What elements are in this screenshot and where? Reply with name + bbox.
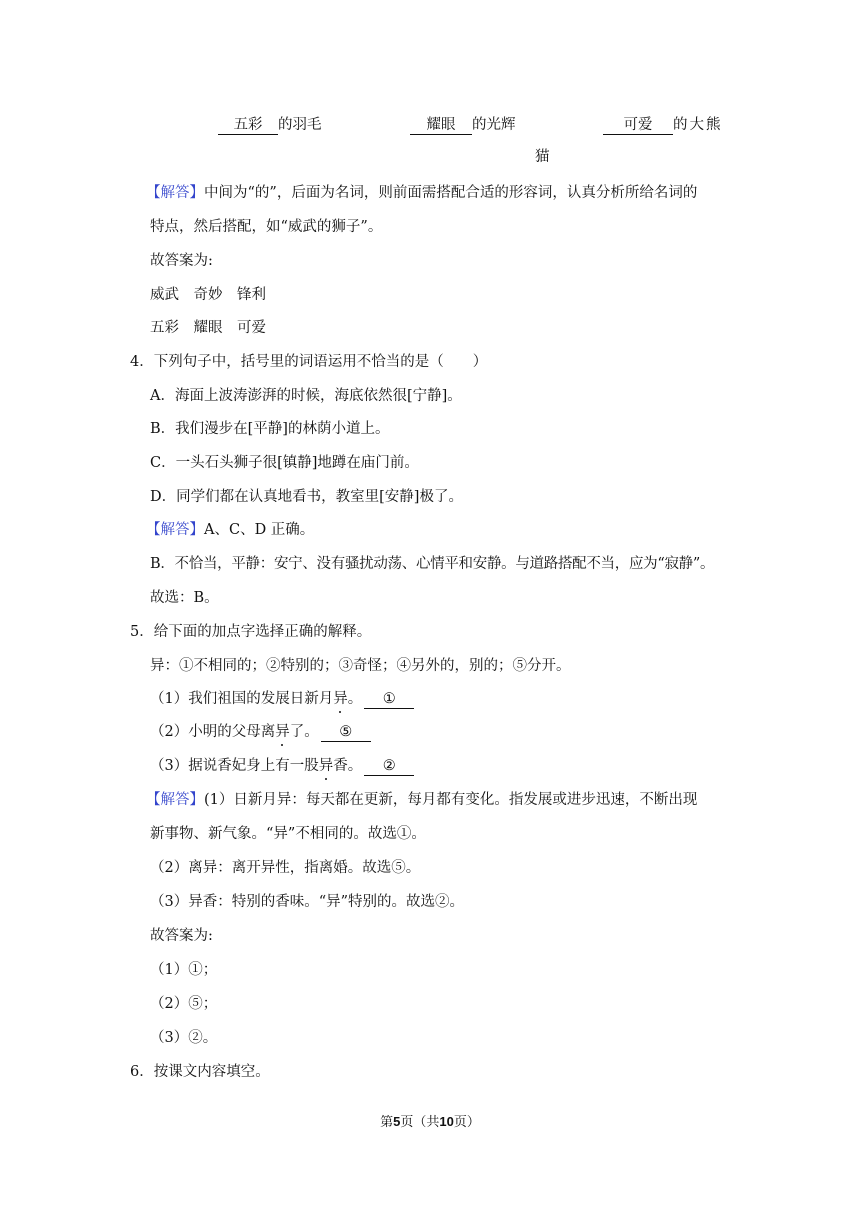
- solution-text: (1）日新月异：每天都在更新，每月都有变化。指发展或进步迅速，不断出现: [204, 792, 698, 808]
- q4-option-b: B．我们漫步在[平静]的林荫小道上。: [150, 421, 390, 437]
- answer-blank: ①: [364, 690, 414, 709]
- page-number: 5: [393, 1114, 401, 1129]
- solution-tag: 【解答】: [146, 792, 204, 808]
- q4-choice: 故选：B。: [150, 590, 219, 606]
- q4-option-d: D．同学们都在认真地看书，教室里[安静]极了。: [150, 489, 463, 505]
- q5-solution-line: [146, 790, 697, 810]
- q5-meanings: 异：①不相同的；②特别的；③奇怪；④另外的，别的；⑤分开。: [150, 658, 571, 674]
- q3-answer-row-1: 威武 奇妙 锋利: [150, 287, 266, 303]
- q5-solution-line-2: 新事物、新气象。“异”不相同的。故选①。: [150, 826, 426, 842]
- q4-option-c: C．一头石头狮子很[镇静]地蹲在庙门前。: [150, 455, 419, 471]
- noun-text: 的光辉: [472, 117, 516, 133]
- noun-text: 的大熊: [673, 117, 723, 133]
- solution-text: 中间为“的”，后面为名词，则前面需搭配合适的形容词，认真分析所给名词的: [204, 185, 698, 201]
- q5-answer-3: （3）②。: [150, 1030, 218, 1046]
- q5-answer-intro: 故答案为:: [150, 928, 213, 944]
- footer-mid: 页（共: [400, 1115, 440, 1130]
- q5-solution-line-3: （2）离异：离开异性，指离婚。故选⑤。: [150, 860, 421, 876]
- q5-solution-line-4: （3）异香：特别的香味。“异”特别的。故选②。: [150, 894, 465, 910]
- dotted-char: 异: [275, 724, 290, 740]
- item-sentence-end: 。: [347, 691, 363, 707]
- item-sentence-end: 了。: [289, 724, 319, 740]
- solution-tag: 【解答】: [146, 522, 204, 538]
- q5-item-2: [150, 722, 371, 742]
- noun-text: 的羽毛: [278, 117, 322, 133]
- item-number: （2）: [150, 724, 189, 740]
- page-footer: [0, 1111, 860, 1130]
- item-sentence: 据说香妃身上有一股: [188, 758, 319, 774]
- answer-blank: ⑤: [321, 723, 371, 742]
- q3-solution-line-2: 特点，然后搭配，如“威武的狮子”。: [150, 219, 383, 235]
- q5-stem: 5．给下面的加点字选择正确的解释。: [130, 624, 372, 640]
- answer-blank: 五彩: [218, 116, 278, 135]
- q3-fill-row: [603, 115, 723, 135]
- solution-text: A、C、D 正确。: [204, 522, 315, 538]
- q4-stem: 4．下列句子中，括号里的词语运用不恰当的是（ ）: [130, 354, 488, 370]
- dotted-char: 异: [333, 691, 348, 707]
- q3-answer-intro: 故答案为:: [150, 253, 213, 269]
- q3-answer-row-2: 五彩 耀眼 可爱: [150, 320, 266, 336]
- item-number: （1）: [150, 691, 189, 707]
- answer-blank: 耀眼: [410, 116, 472, 135]
- answer-blank: 可爱: [603, 116, 673, 135]
- q3-fill-row: [410, 115, 516, 135]
- q5-answer-2: （2）⑤；: [150, 996, 218, 1012]
- item-sentence: 我们祖国的发展日新月: [188, 691, 334, 707]
- q3-fill-row: [218, 115, 322, 135]
- solution-tag: 【解答】: [146, 185, 204, 201]
- q4-option-a: A．海面上波涛澎湃的时候，海底依然很[宁静]。: [150, 388, 462, 404]
- item-number: （3）: [150, 758, 189, 774]
- item-sentence-end: 香。: [333, 758, 363, 774]
- q3-solution-line: [146, 183, 697, 203]
- q5-item-1: [150, 689, 414, 709]
- answer-blank: ②: [364, 757, 414, 776]
- footer-suffix: 页）: [453, 1115, 480, 1130]
- q3-wrap-text: 猫: [535, 149, 550, 165]
- dotted-char: 异: [318, 758, 334, 774]
- item-sentence: 小明的父母离: [188, 724, 276, 740]
- q4-solution-line: [146, 520, 314, 540]
- q5-item-3: [150, 756, 414, 776]
- footer-prefix: 第: [380, 1115, 394, 1130]
- q4-explain: B．不恰当，平静：安宁、没有骚扰动荡、心情平和安静。与道路搭配不当，应为“寂静”。: [150, 556, 715, 572]
- total-pages: 10: [439, 1114, 454, 1129]
- q6-stem: 6．按课文内容填空。: [130, 1064, 270, 1080]
- q5-answer-1: （1）①；: [150, 962, 218, 978]
